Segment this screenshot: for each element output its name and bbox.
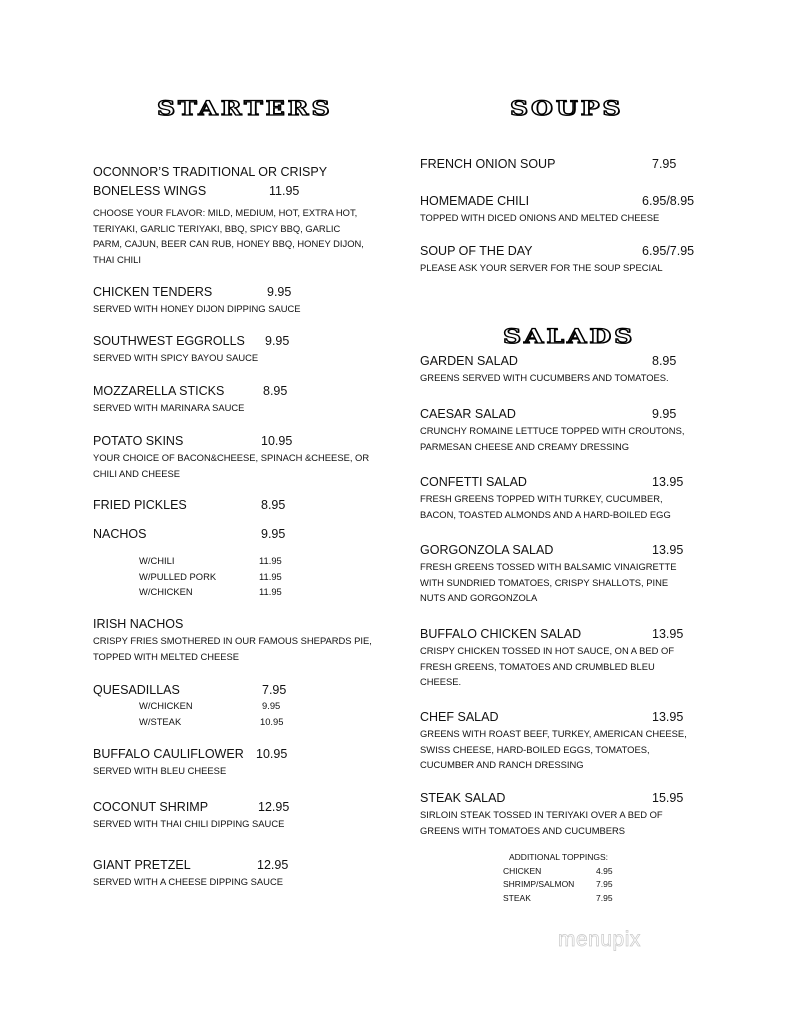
item-price: 6.95/8.95	[642, 194, 695, 208]
menu-item-fried-pickles	[93, 497, 393, 513]
item-description: CRISPY CHICKEN TOSSED IN HOT SAUCE, ON A BED OF FRESH GREENS, TOMATOES AND CRUMBLED BLEU CHEESE.	[420, 645, 675, 688]
menu-item-southwest-eggrolls	[93, 333, 393, 366]
item-option: W/CHICKEN 11.95	[139, 586, 282, 597]
item-name: OCONNOR’S TRADITIONAL OR CRISPY	[93, 165, 328, 179]
item-price: 13.95	[652, 475, 684, 489]
item-description: SERVED WITH MARINARA SAUCE	[93, 402, 245, 413]
menu-item-coconut-shrimp	[93, 799, 393, 832]
menu-item-confetti-salad	[420, 474, 720, 522]
item-name: CAESAR SALAD	[420, 407, 516, 421]
item-price: 12.95	[258, 800, 290, 814]
item-name: GIANT PRETZEL	[93, 858, 191, 872]
item-name: BUFFALO CHICKEN SALAD	[420, 627, 582, 641]
menu-item-nachos	[93, 526, 393, 600]
menu-item-steak-salad	[420, 790, 720, 838]
item-description: SERVED WITH SPICY BAYOU SAUCE	[93, 352, 259, 363]
item-price: 7.95	[262, 683, 287, 697]
item-description: CHOOSE YOUR FLAVOR: MILD, MEDIUM, HOT, EXTRA HOT, TERIYAKI, GARLIC TERIYAKI, BBQ, SPICY BBQ, GARLIC PARM, CAJUN, BEER CAN RUB, HONEY BBQ, HONEY DIJON, THAI CHILI	[93, 207, 364, 265]
item-price: 9.95	[261, 527, 286, 541]
item-name: CHEF SALAD	[420, 710, 499, 724]
item-price: 10.95	[261, 434, 293, 448]
menu-item-garden-salad	[420, 353, 720, 386]
item-name: FRIED PICKLES	[93, 498, 187, 512]
topping-row: STEAK 7.95	[503, 892, 613, 903]
item-name: CONFETTI SALAD	[420, 475, 527, 489]
menu-item-caesar-salad	[420, 406, 720, 454]
item-description: SERVED WITH THAI CHILI DIPPING SAUCE	[93, 818, 285, 829]
item-name: SOUP OF THE DAY	[420, 244, 533, 258]
item-price: 8.95	[652, 354, 677, 368]
item-description: CRISPY FRIES SMOTHERED IN OUR FAMOUS SHEPARDS PIE, TOPPED WITH MELTED CHEESE	[93, 635, 372, 662]
item-name: MOZZARELLA STICKS	[93, 384, 225, 398]
menu-item-french-onion-soup	[420, 156, 720, 172]
menu-item-mozzarella-sticks	[93, 383, 393, 416]
item-name: SOUTHWEST EGGROLLS	[93, 334, 245, 348]
item-description: CRUNCHY ROMAINE LETTUCE TOPPED WITH CROUTONS, PARMESAN CHEESE AND CREAMY DRESSING	[420, 425, 685, 452]
item-price: 7.95	[652, 157, 677, 171]
item-description: SERVED WITH A CHEESE DIPPING SAUCE	[93, 876, 283, 887]
item-name: COCONUT SHRIMP	[93, 800, 209, 814]
menu-item-irish-nachos	[93, 616, 393, 664]
item-description: TOPPED WITH DICED ONIONS AND MELTED CHEESE	[420, 212, 660, 223]
toppings-title: ADDITIONAL TOPPINGS:	[509, 852, 609, 862]
item-price: 13.95	[652, 710, 684, 724]
item-description: GREENS WITH ROAST BEEF, TURKEY, AMERICAN CHEESE, SWISS CHEESE, HARD-BOILED EGGS, TOMATOES, CUCUMBER AND RANCH DRESSING	[420, 728, 687, 771]
item-price: 6.95/7.95	[642, 244, 695, 258]
item-description: GREENS SERVED WITH CUCUMBERS AND TOMATOES.	[420, 372, 669, 383]
item-price: 9.95	[265, 334, 290, 348]
item-description: PLEASE ASK YOUR SERVER FOR THE SOUP SPECIAL	[420, 262, 663, 273]
soups-heading: SOUPS	[510, 97, 624, 120]
item-description: SIRLOIN STEAK TOSSED IN TERIYAKI OVER A BED OF GREENS WITH TOMATOES AND CUCUMBERS	[420, 809, 663, 836]
item-name: STEAK SALAD	[420, 791, 506, 805]
menu-item-potato-skins	[93, 433, 393, 481]
starters-heading: STARTERS	[157, 97, 333, 120]
item-price: 12.95	[257, 858, 289, 872]
menu-item-buffalo-cauliflower	[93, 746, 393, 779]
menu-item-chicken-tenders	[93, 284, 393, 317]
item-price: 11.95	[269, 184, 300, 198]
item-option: W/CHICKEN 9.95	[139, 700, 281, 711]
item-option: W/STEAK 10.95	[139, 715, 284, 727]
item-name: FRENCH ONION SOUP	[420, 157, 556, 171]
item-name: POTATO SKINS	[93, 434, 184, 448]
item-option: W/CHILI 11.95	[139, 555, 282, 566]
menupix-watermark: menupix	[558, 928, 641, 951]
item-price: 10.95	[256, 747, 288, 761]
item-description: SERVED WITH BLEU CHEESE	[93, 765, 227, 776]
item-name: HOMEMADE CHILI	[420, 194, 530, 208]
item-name: NACHOS	[93, 527, 147, 541]
item-name: GORGONZOLA SALAD	[420, 543, 554, 557]
menu-item-boneless-wings	[93, 164, 393, 267]
topping-row: CHICKEN 4.95	[503, 865, 613, 876]
item-name: CHICKEN TENDERS	[93, 285, 213, 299]
item-description: FRESH GREENS TOSSED WITH BALSAMIC VINAIGRETTE WITH SUNDRIED TOMATOES, CRISPY SHALLOTS, PINE NUTS AND GORGONZOLA	[420, 561, 677, 604]
salads-heading: SALADS	[503, 325, 636, 348]
item-price: 9.95	[267, 285, 292, 299]
item-price: 15.95	[652, 791, 684, 805]
item-name: BONELESS WINGS	[93, 184, 207, 198]
menu-item-quesadillas	[93, 682, 393, 729]
item-description: SERVED WITH HONEY DIJON DIPPING SAUCE	[93, 303, 301, 314]
item-price: 13.95	[652, 543, 684, 557]
item-name: BUFFALO CAULIFLOWER	[93, 747, 244, 761]
item-price: 13.95	[652, 627, 684, 641]
item-price: 9.95	[652, 407, 677, 421]
item-description: FRESH GREENS TOPPED WITH TURKEY, CUCUMBER, BACON, TOASTED ALMONDS AND A HARD-BOILED EGG	[420, 493, 671, 520]
item-name: GARDEN SALAD	[420, 354, 518, 368]
item-price: 8.95	[261, 498, 286, 512]
item-price: 8.95	[263, 384, 288, 398]
menu-item-buffalo-chicken-salad	[420, 626, 720, 690]
item-name: QUESADILLAS	[93, 683, 180, 697]
item-option: W/PULLED PORK 11.95	[139, 570, 282, 582]
topping-row: SHRIMP/SALMON 7.95	[503, 879, 613, 889]
menu-item-chef-salad	[420, 709, 720, 773]
menu-item-gorgonzola-salad	[420, 542, 720, 606]
menu-item-soup-of-the-day	[420, 243, 720, 276]
menu-item-giant-pretzel	[93, 857, 393, 890]
additional-toppings	[503, 851, 663, 905]
menu-item-homemade-chili	[420, 193, 720, 226]
item-description: YOUR CHOICE OF BACON&CHEESE, SPINACH &CHEESE, OR CHILI AND CHEESE	[93, 452, 370, 479]
item-name: IRISH NACHOS	[93, 617, 184, 631]
